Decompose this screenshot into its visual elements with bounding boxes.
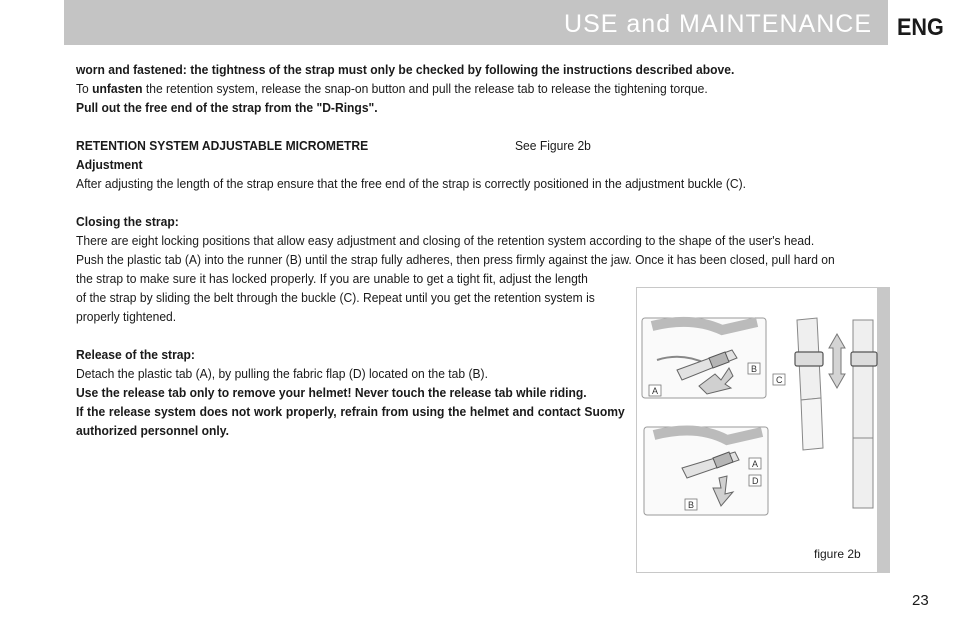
closing-text-line-5: properly tightened. (76, 309, 177, 324)
warning-release-tab: Use the release tab only to remove your helmet! Never touch the release tab while riding. (76, 385, 587, 400)
closing-heading: Closing the strap: (76, 214, 179, 229)
release-text: Detach the plastic tab (A), by pulling the fabric flap (D) located on the tab (B). (76, 366, 488, 381)
label-a-bottom: A (752, 459, 759, 469)
label-c: C (776, 375, 783, 385)
figure-caption: figure 2b (814, 547, 861, 561)
paragraph-unfasten: To unfasten the retention system, release the snap-on button and pull the release tab to release the tightening torque. (76, 81, 708, 96)
warning-contact-suomy: If the release system does not work properly, refrain from using the helmet and contact Suomy authorized personnel only. (76, 404, 625, 438)
figure-2b (636, 287, 878, 573)
language-tag: ENG (897, 14, 944, 41)
closing-text-line-1: There are eight locking positions that allow easy adjustment and closing of the retention system according to the shape of the user's head. (76, 233, 815, 248)
adjust-arrow-shape (829, 334, 845, 388)
section-heading-row (76, 136, 826, 155)
header-bar (64, 0, 888, 45)
section-heading: RETENTION SYSTEM ADJUSTABLE MICROMETRE (76, 138, 369, 153)
adjustment-text: After adjusting the length of the strap ensure that the free end of the strap is correctly positioned in the adjustment buckle (C). (76, 176, 747, 191)
label-b-bottom: B (688, 500, 695, 510)
strap-right-shape (853, 320, 873, 508)
figure-side-bar (878, 287, 890, 573)
label-b-top: B (751, 364, 758, 374)
page-section-title: USE and MAINTENANCE (564, 10, 872, 38)
label-d: D (752, 476, 759, 486)
strap-illustration (637, 288, 879, 574)
page-number: 23 (912, 592, 929, 609)
closing-text-line-3: the strap to make sure it has locked properly. If you are unable to get a tight fit, adjust the length (76, 271, 588, 286)
closing-text-line-4: of the strap by sliding the belt through the buckle (C). Repeat until you get the retention system is (76, 290, 595, 305)
unfasten-emphasis: unfasten (92, 81, 143, 96)
label-a-top: A (652, 386, 659, 396)
paragraph-pull-out: Pull out the free end of the strap from the "D-Rings". (76, 100, 378, 115)
paragraph-worn-fastened: worn and fastened: the tightness of the strap must only be checked by following the instructions described above. (76, 62, 735, 77)
release-heading: Release of the strap: (76, 347, 195, 362)
see-figure-reference: See Figure 2b (514, 138, 591, 153)
adjustment-heading: Adjustment (76, 157, 143, 172)
buckle-shape (795, 352, 823, 366)
closing-text-line-2: Push the plastic tab (A) into the runner (B) until the strap fully adheres, then press firmly against the jaw. Once it has been closed, pull hard on (76, 252, 835, 267)
